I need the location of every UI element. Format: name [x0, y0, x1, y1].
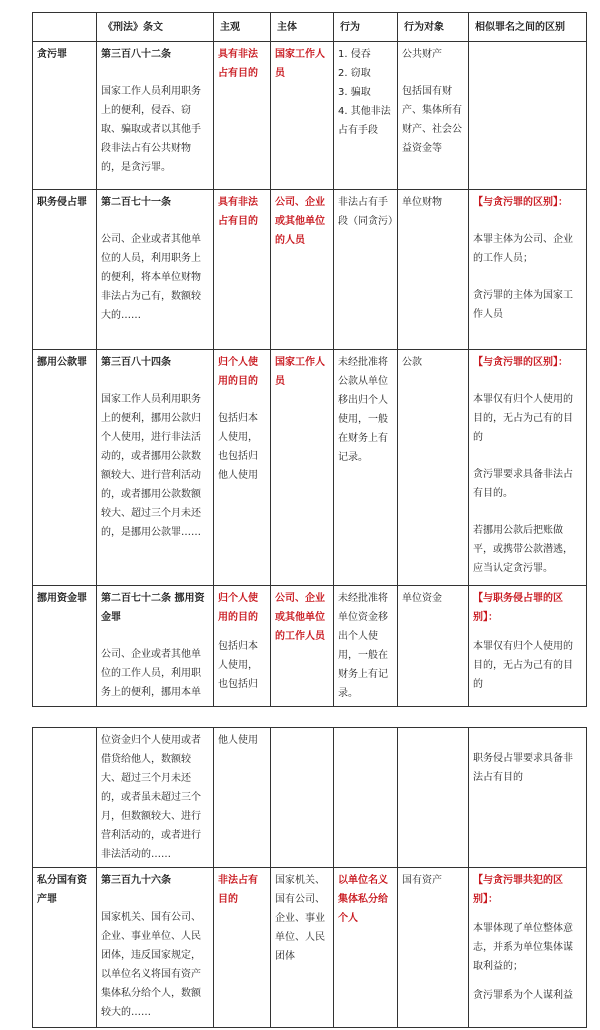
crime-comparison-table-part2 — [32, 727, 587, 1028]
subjective-cell: 具有非法占有目的 — [214, 42, 271, 190]
table-row — [33, 350, 587, 586]
behavior-cell: 未经批准将单位资金移出个人使用，一般在财务上有记录。 — [334, 586, 398, 707]
object-line: 公共财产 — [402, 49, 442, 60]
subject-cell-empty — [271, 728, 334, 868]
article-cell — [97, 190, 214, 350]
difference-title: 【与贪污罪共犯的区别】： — [473, 875, 563, 905]
difference-text: 职务侵占罪要求具备非法占有目的 — [473, 753, 573, 783]
table-row — [33, 868, 587, 1028]
behavior-cell-empty — [334, 728, 398, 868]
behavior-item: 1. 侵吞 — [338, 49, 371, 60]
table-row — [33, 42, 587, 190]
crime-name: 职务侵占罪 — [33, 190, 97, 350]
article-title: 第三百九十六条 — [101, 875, 171, 886]
article-text: 国家机关、国有公司、企业、事业单位、人民团体，违反国家规定，以单位名义将国有资产集体私分给个人，数额较大的…… — [101, 912, 201, 1018]
subjective-cell — [214, 350, 271, 586]
subject-cell: 公司、企业或其他单位的工作人员 — [271, 586, 334, 707]
object-cell: 国有资产 — [398, 868, 469, 1028]
article-title: 第三百八十二条 — [101, 49, 171, 60]
article-cell — [97, 350, 214, 586]
difference-cell — [469, 868, 587, 1028]
difference-title: 【与贪污罪的区别】： — [473, 197, 568, 208]
header-cell — [33, 13, 97, 42]
header-cell: 主体 — [271, 13, 334, 42]
difference-text: 本罪体现了单位整体意志，并系为单位集体谋取利益的； — [473, 923, 573, 972]
difference-cell — [469, 586, 587, 707]
article-text: 公司、企业或者其他单位的人员，利用职务上的便利，将本单位财物非法占为己有，数额较大的…… — [101, 234, 201, 321]
subjective-purpose: 归个人使用的目的 — [218, 593, 258, 623]
difference-cell — [469, 42, 587, 190]
article-cell — [97, 42, 214, 190]
behavior-item: 3. 骗取 — [338, 87, 371, 98]
difference-text: 本罪仅有归个人使用的目的，无占为己有的目的 — [473, 394, 573, 443]
table-row — [33, 586, 587, 707]
crime-name-empty — [33, 728, 97, 868]
difference-text: 贪污罪系为个人谋利益 — [473, 990, 573, 1001]
subjective-cell: 他人使用 — [214, 728, 271, 868]
subject-cell: 国家机关、国有公司、企业、事业单位、人民团体 — [271, 868, 334, 1028]
behavior-cell: 以单位名义集体私分给个人 — [334, 868, 398, 1028]
subject-cell: 公司、企业或其他单位的人员 — [271, 190, 334, 350]
article-cell — [97, 586, 214, 707]
subjective-cell — [214, 586, 271, 707]
subject-cell: 国家工作人员 — [271, 350, 334, 586]
object-cell — [398, 42, 469, 190]
header-cell: 行为对象 — [398, 13, 469, 42]
object-line: 包括国有财产、集体所有财产、社会公益资金等 — [402, 86, 462, 154]
subjective-cell: 非法占有目的 — [214, 868, 271, 1028]
behavior-cell: 未经批准将公款从单位移出归个人使用，一般在财务上有记录。 — [334, 350, 398, 586]
table-row — [33, 728, 587, 868]
difference-text: 若挪用公款后把账做平，或携带公款潜逃，应当认定贪污罪。 — [473, 525, 573, 574]
subject-cell: 国家工作人员 — [271, 42, 334, 190]
crime-name: 贪污罪 — [33, 42, 97, 190]
header-cell: 《刑法》条文 — [97, 13, 214, 42]
article-cell: 位资金归个人使用或者借贷给他人，数额较大、超过三个月未还的，或者虽未超过三个月，但数额较大、进行营利活动的，或者进行非法活动的…… — [97, 728, 214, 868]
header-cell: 主观 — [214, 13, 271, 42]
header-cell: 相似罪名之间的区别 — [469, 13, 587, 42]
object-cell: 单位资金 — [398, 586, 469, 707]
object-cell: 单位财物 — [398, 190, 469, 350]
crime-name: 私分国有资产罪 — [33, 868, 97, 1028]
object-cell: 公款 — [398, 350, 469, 586]
difference-text: 本罪仅有归个人使用的目的，无占为己有的目的 — [473, 641, 573, 690]
difference-text: 本罪主体为公司、企业的工作人员； — [473, 234, 573, 264]
behavior-cell: 非法占有手段（同贪污） — [334, 190, 398, 350]
difference-text: 贪污罪要求具备非法占有目的。 — [473, 469, 573, 499]
article-text: 国家工作人员利用职务上的便利，侵吞、窃取、骗取或者以其他手段非法占有公共财物的，是贪污罪。 — [101, 86, 201, 173]
crime-name: 挪用资金罪 — [33, 586, 97, 707]
difference-cell — [469, 190, 587, 350]
article-text: 国家工作人员利用职务上的便利，挪用公款归个人使用，进行非法活动的，或者挪用公款数额较大、进行营利活动的，或者挪用公款数额较大、超过三个月未还的，是挪用公款罪…… — [101, 394, 201, 538]
article-cell — [97, 868, 214, 1028]
difference-cell — [469, 728, 587, 868]
article-title: 第二百七十二条 挪用资金罪 — [101, 593, 205, 623]
article-title: 第二百七十一条 — [101, 197, 171, 208]
subjective-cell: 具有非法占有目的 — [214, 190, 271, 350]
header-cell: 行为 — [334, 13, 398, 42]
header-row — [33, 13, 587, 42]
article-title: 第三百八十四条 — [101, 357, 171, 368]
behavior-cell — [334, 42, 398, 190]
behavior-item: 2. 窃取 — [338, 68, 371, 79]
difference-title: 【与职务侵占罪的区别】： — [473, 593, 563, 623]
difference-cell — [469, 350, 587, 586]
table-row — [33, 190, 587, 350]
subjective-note: 包括归本人使用，也包括归 — [218, 641, 258, 690]
article-text: 公司、企业或者其他单位的工作人员，利用职务上的便利，挪用本单 — [101, 649, 201, 698]
difference-title: 【与贪污罪的区别】： — [473, 357, 568, 368]
crime-name: 挪用公款罪 — [33, 350, 97, 586]
object-cell-empty — [398, 728, 469, 868]
crime-comparison-table-part1 — [32, 12, 587, 707]
subjective-purpose: 归个人使用的目的 — [218, 357, 258, 387]
difference-text: 贪污罪的主体为国家工作人员 — [473, 290, 573, 320]
subjective-note: 包括归本人使用，也包括归他人使用 — [218, 413, 258, 481]
behavior-item: 4. 其他非法占有手段 — [338, 106, 391, 136]
